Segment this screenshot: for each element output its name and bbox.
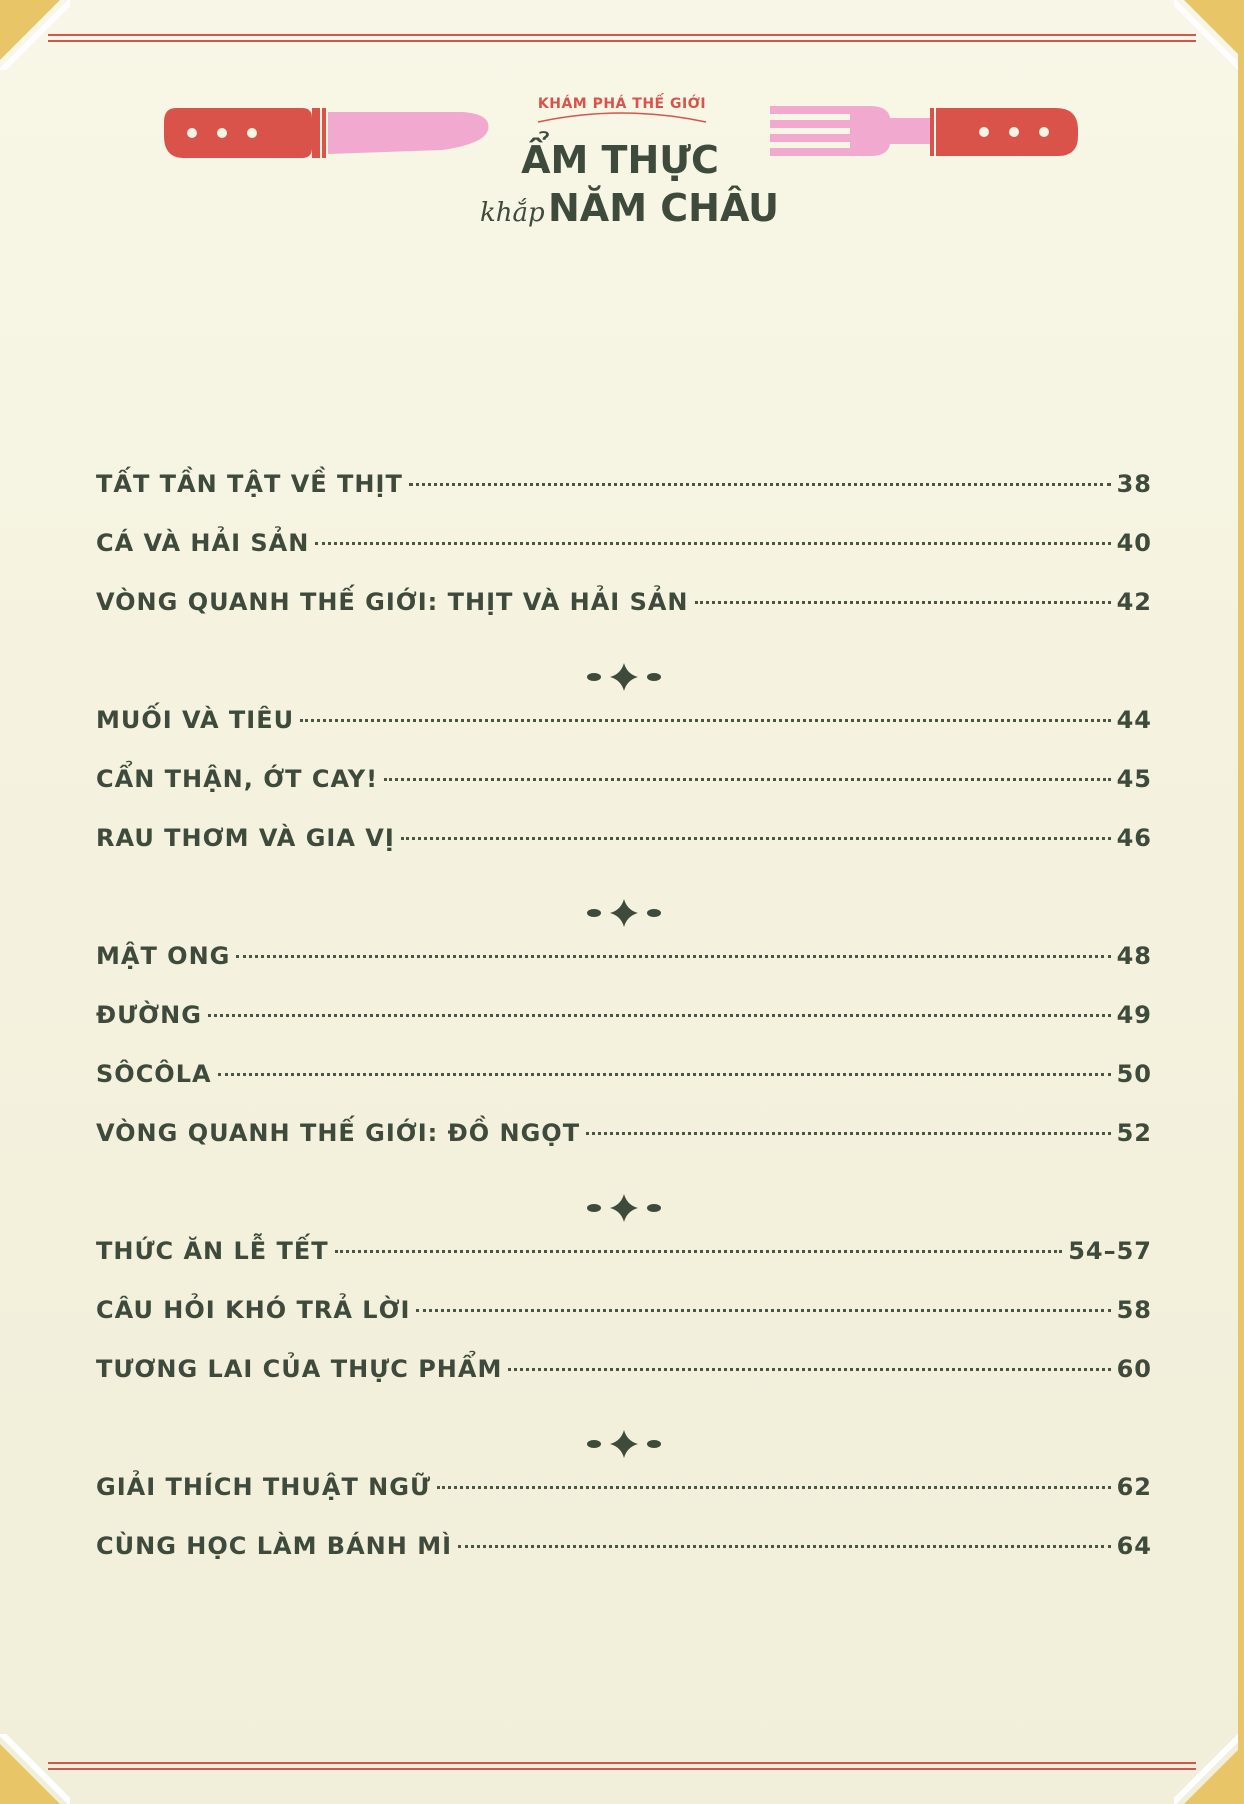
toc-entry[interactable] — [96, 1119, 1152, 1178]
toc-entry[interactable] — [96, 824, 1152, 883]
section-separator — [96, 883, 1152, 942]
toc-entry[interactable] — [96, 1237, 1152, 1296]
toc-page-number: 50 — [1116, 1060, 1152, 1088]
toc-entry[interactable] — [96, 765, 1152, 824]
diamond-separator-icon — [584, 898, 664, 928]
book-title-script: khắp — [480, 198, 545, 228]
diamond-separator-icon — [584, 662, 664, 692]
toc-entry-title: CÙNG HỌC LÀM BÁNH MÌ — [96, 1532, 453, 1560]
toc-entry[interactable] — [96, 588, 1152, 647]
fork-icon — [770, 96, 1080, 166]
toc-page-number: 64 — [1116, 1532, 1152, 1560]
toc-page-number: 45 — [1116, 765, 1152, 793]
toc-entry[interactable] — [96, 1001, 1152, 1060]
toc-entry-title: THỨC ĂN LỄ TẾT — [96, 1237, 329, 1265]
page-edge-stripe — [1238, 40, 1244, 1764]
toc-entry[interactable] — [96, 529, 1152, 588]
toc-entry[interactable] — [96, 1296, 1152, 1355]
toc-page-number: 44 — [1116, 706, 1152, 734]
toc-entry-title: MẬT ONG — [96, 942, 231, 970]
book-title-line1: ẨM THỰC — [521, 138, 719, 182]
toc-entry-title: TẤT TẦN TẬT VỀ THỊT — [96, 470, 403, 498]
toc-page-number: 62 — [1116, 1473, 1152, 1501]
diamond-separator-icon — [584, 1429, 664, 1459]
dot-leader — [208, 1014, 1111, 1017]
toc-page-number: 58 — [1116, 1296, 1152, 1324]
dot-leader — [401, 837, 1111, 840]
dot-leader — [586, 1132, 1111, 1135]
toc-entry[interactable] — [96, 1473, 1152, 1532]
toc-entry-title: CẨN THẬN, ỚT CAY! — [96, 765, 379, 793]
toc-entry-title: GIẢI THÍCH THUẬT NGỮ — [96, 1473, 432, 1501]
dot-leader — [508, 1368, 1110, 1371]
toc-entry-title: TƯƠNG LAI CỦA THỰC PHẨM — [96, 1355, 503, 1383]
dot-leader — [300, 719, 1110, 722]
dot-leader — [236, 955, 1110, 958]
toc-entry[interactable] — [96, 1532, 1152, 1591]
diamond-separator-icon — [584, 1193, 664, 1223]
toc-entry-title: CÂU HỎI KHÓ TRẢ LỜI — [96, 1296, 411, 1324]
toc-entry[interactable] — [96, 1355, 1152, 1414]
dot-leader — [218, 1073, 1111, 1076]
dot-leader — [458, 1545, 1111, 1548]
toc-entry[interactable] — [96, 942, 1152, 1001]
dot-leader — [409, 483, 1111, 486]
toc-entry[interactable] — [96, 470, 1152, 529]
dot-leader — [416, 1309, 1110, 1312]
dot-leader — [695, 601, 1111, 604]
dot-leader — [437, 1486, 1111, 1489]
toc-page-number: 54–57 — [1068, 1237, 1152, 1265]
toc-entry-title: CÁ VÀ HẢI SẢN — [96, 529, 310, 557]
section-separator — [96, 647, 1152, 706]
book-title-line2: NĂM CHÂU — [548, 186, 780, 230]
dot-leader — [335, 1250, 1063, 1253]
dot-leader — [315, 542, 1110, 545]
toc-entry-title: VÒNG QUANH THẾ GIỚI: ĐỒ NGỌT — [96, 1119, 581, 1147]
knife-icon — [162, 100, 492, 164]
toc-entry-title: RAU THƠM VÀ GIA VỊ — [96, 824, 395, 852]
toc-page-number: 48 — [1116, 942, 1152, 970]
top-border-rule — [48, 34, 1196, 42]
dot-leader — [384, 778, 1110, 781]
bottom-border-rule — [48, 1762, 1196, 1770]
toc-entry-title: SÔCÔLA — [96, 1060, 212, 1088]
toc-entry-title: VÒNG QUANH THẾ GIỚI: THỊT VÀ HẢI SẢN — [96, 588, 689, 616]
toc-page-number: 42 — [1116, 588, 1152, 616]
toc-page-number: 60 — [1116, 1355, 1152, 1383]
toc-page-number: 40 — [1116, 529, 1152, 557]
section-separator — [96, 1178, 1152, 1237]
toc-page-number: 49 — [1116, 1001, 1152, 1029]
section-separator — [96, 1414, 1152, 1473]
series-kicker: KHÁM PHÁ THẾ GIỚI — [537, 96, 707, 112]
toc-entry[interactable] — [96, 706, 1152, 765]
table-of-contents — [96, 470, 1152, 1591]
toc-entry-title: ĐƯỜNG — [96, 1001, 202, 1029]
toc-page-number: 46 — [1116, 824, 1152, 852]
toc-page-number: 52 — [1116, 1119, 1152, 1147]
toc-page-number: 38 — [1116, 470, 1152, 498]
toc-entry[interactable] — [96, 1060, 1152, 1119]
toc-entry-title: MUỐI VÀ TIÊU — [96, 706, 295, 734]
